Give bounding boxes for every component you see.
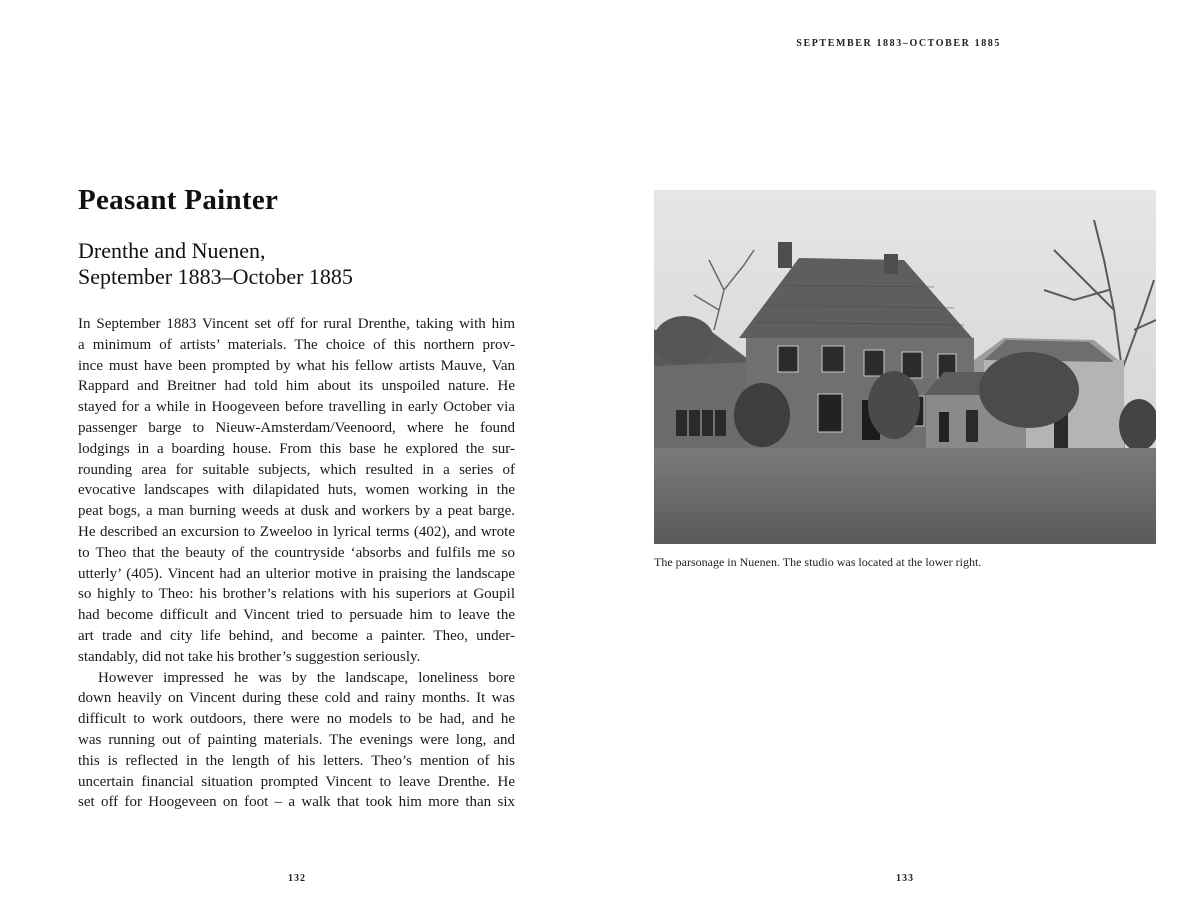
chapter-title: Peasant Painter (78, 184, 279, 216)
body-line: In September 1883 Vincent set off for rural Drenthe, taking with him (78, 316, 515, 332)
body-line: lodgings in a boarding house. From this base he explored the sur- (78, 440, 515, 457)
chapter-subtitle-line-1: Drenthe and Nuenen, (78, 238, 266, 263)
body-line: stayed for a while in Hoogeveen before travelling in early October via (78, 399, 515, 416)
body-line: However impressed he was by the landscape, loneliness bore (98, 669, 515, 686)
body-line: was running out of painting materials. The evenings were long, and (78, 731, 515, 748)
body-line: set off for Hoogeveen on foot – a walk that took him more than six (78, 794, 515, 811)
page-number-right: 133 (896, 873, 914, 884)
body-line: peat bogs, a man burning weeds at dusk and workers by a peat barge. (78, 503, 515, 520)
running-head: SEPTEMBER 1883–OCTOBER 1885 (796, 38, 1001, 49)
body-line: uncertain financial situation prompted Vincent to leave Drenthe. He (78, 773, 515, 790)
right-page (598, 0, 1196, 914)
body-line: so highly to Theo: his brother’s relations with his superiors at Goupil (78, 586, 515, 603)
body-line: difficult to work outdoors, there were no models to be had, and he (78, 711, 515, 728)
body-line: to Theo that the beauty of the countryside ‘absorbs and fulfils me so (78, 544, 515, 561)
body-line: utterly’ (405). Vincent had an ulterior motive in praising the landscape (78, 565, 515, 582)
body-line: art trade and city life behind, and become a painter. Theo, under- (78, 627, 515, 644)
chapter-subtitle-line-2: September 1883–October 1885 (78, 264, 353, 289)
body-line: standably, did not take his brother’s suggestion seriously. (78, 648, 421, 665)
body-text (78, 314, 515, 813)
body-line: He described an excursion to Zweeloo in lyrical terms (402), and wrote (78, 523, 515, 540)
parsonage-photo (654, 190, 1156, 544)
chapter-subtitle (78, 238, 353, 290)
body-line: ince must have been prompted by what his fellow artists Mauve, Van (78, 357, 515, 374)
body-line: a minimum of artists’ materials. The choice of this northern prov- (78, 336, 515, 353)
body-line: Rappard and Breitner had told him about its unspoiled nature. He (78, 378, 515, 395)
body-line: down heavily on Vincent during these cold and rainy months. It was (78, 690, 515, 707)
body-line: had become difficult and Vincent tried to persuade him to leave the (78, 607, 515, 624)
page-number-left: 132 (288, 873, 306, 884)
body-line: rounding area for suitable subjects, which resulted in a series of (78, 461, 515, 478)
body-line: evocative landscapes with dilapidated huts, women working in the (78, 482, 515, 499)
body-line: this is reflected in the length of his letters. Theo’s mention of his (78, 752, 515, 769)
figure-caption: The parsonage in Nuenen. The studio was located at the lower right. (654, 555, 982, 569)
body-line: passenger barge to Nieuw-Amsterdam/Veenoord, where he found (78, 419, 515, 436)
